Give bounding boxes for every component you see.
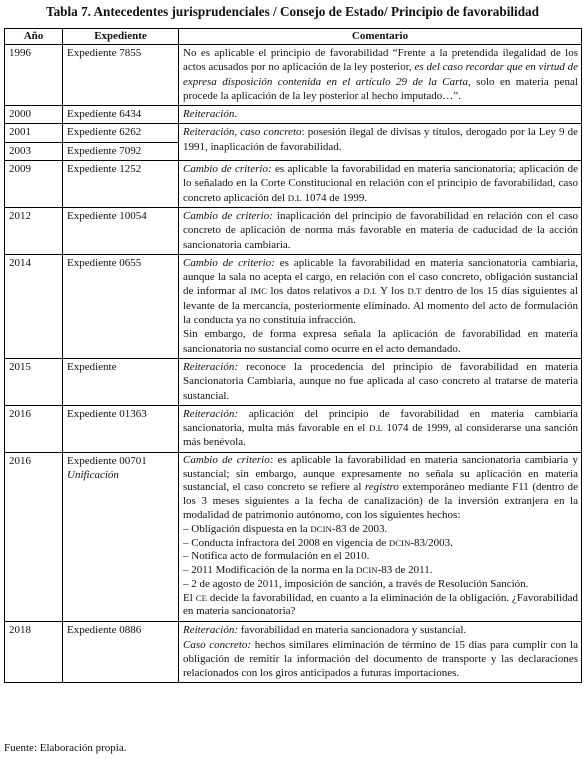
- source-note: Fuente: Elaboración propia.: [4, 742, 127, 754]
- row-year: 2012: [5, 207, 63, 254]
- table-row: [5, 358, 582, 405]
- row-year: 2014: [5, 254, 63, 358]
- row-comment: Cambio de criterio: es aplicable la favorabilidad en materia sancionatoria cambiaria y sustancial; sin embargo, aunque expresamente no señala su aplicación en materia sustancial, el caso concreto se refiere al registro extemporáneo mediante F11 (dentro de los 3 meses siguientes a la fecha de canalización) de la inversión extranjera en la modalidad de patrimonio autónomo, con los siguientes hechos: – Obligación dispuesta en la DCIN-83 de 2003. – Conducta infractora del 2008 en vigencia de DCIN-83/2003. – Notifica acto de formulación en el 2010. – 2011 Modificación de la norma en la DCIN-83 de 2011. – 2 de agosto de 2011, imposición de sanción, a través de Resolución Sanción. El CE decide la favorabilidad, en cuanto a la eliminación de la obligación. ¿Favorabilidad en materia sancionatoria?: [179, 452, 582, 622]
- row-year: 2018: [5, 622, 63, 683]
- row-expediente: Expediente 7855: [63, 45, 179, 106]
- row-year: 2015: [5, 358, 63, 405]
- row-year: 2000: [5, 106, 63, 124]
- row-expediente: Expediente 10054: [63, 207, 179, 254]
- row-year: 2009: [5, 161, 63, 208]
- table-row: [5, 161, 582, 208]
- row-expediente: Expediente 1252: [63, 161, 179, 208]
- header-year: Año: [5, 29, 63, 45]
- row-comment: Reiteración.: [179, 106, 582, 124]
- row-year: 2001: [5, 124, 63, 142]
- row-expediente: Expediente 6262: [63, 124, 179, 142]
- table-row: [5, 405, 582, 452]
- table-row: [5, 254, 582, 358]
- jurisprudence-table: [4, 28, 582, 683]
- table-header-row: [5, 29, 582, 45]
- row-expediente: Expediente 0655: [63, 254, 179, 358]
- row-year: 2016: [5, 452, 63, 622]
- row-expediente: Expediente 0886: [63, 622, 179, 683]
- row-expediente: Expediente 00701 Unificación: [63, 452, 179, 622]
- row-comment: Reiteración: favorabilidad en materia sancionadora y sustancial. Caso concreto: hechos similares eliminación de término de 15 días para cumplir con la obligación de remitir la información del documento de transporte y las declaraciones relacionados con los giros anticipados a futuras importaciones.: [179, 622, 582, 683]
- table-row: [5, 622, 582, 683]
- row-expediente: Expediente 6434: [63, 106, 179, 124]
- table-row: [5, 106, 582, 124]
- table-row: [5, 452, 582, 622]
- row-comment: Reiteración: aplicación del principio de favorabilidad en materia cambiaria sancionatoria, multa más favorable en el D.L 1074 de 1999, al considerarse una sanción más benévola.: [179, 405, 582, 452]
- table-row: [5, 124, 582, 142]
- row-expediente: Expediente: [63, 358, 179, 405]
- row-comment: Cambio de criterio: es aplicable la favorabilidad en materia sancionatoria cambiaria, aunque la sala no acepta el cargo, en relación con el caso concreto, obligación sustancial de informar al IMC los datos relativos a D.I. Y los D.T dentro de los 15 días siguientes al levante de la mercancía, posteriormente eliminado. Al momento del acto de formulación la conducta ya no constituía infracción. Sin embargo, de forma expresa señala la aplicación de favorabilidad en materia sancionatoria no sustancial como ocurre en el acto demandado.: [179, 254, 582, 358]
- row-comment: No es aplicable el principio de favorabilidad “Frente a la pretendida ilegalidad de los actos acusados por no aplicación de la ley posterior, es del caso recordar que en virtud de expresa disposición contenida en el artículo 29 de la Carta, solo en materia penal procede la aplicación de la ley posterior al hecho imputado…”.: [179, 45, 582, 106]
- row-comment: Cambio de criterio: inaplicación del principio de favorabilidad en relación con el caso concreto de aplicación de norma más favorable en materia de caducidad de la acción sancionatoria cambiaria.: [179, 207, 582, 254]
- table-title: Tabla 7. Antecedentes jurisprudenciales / Consejo de Estado/ Principio de favorabilidad: [46, 4, 539, 19]
- table-row: [5, 207, 582, 254]
- row-expediente: Expediente 7092: [63, 142, 179, 160]
- row-expediente: Expediente 01363: [63, 405, 179, 452]
- header-expediente: Expediente: [63, 29, 179, 45]
- row-year: 2016: [5, 405, 63, 452]
- row-comment: Cambio de criterio: es aplicable la favorabilidad en materia sancionatoria; aplicación de lo señalado en la Corte Constitucional en relación con el principio de favorabilidad, caso concreto aplicación del D.L 1074 de 1999.: [179, 161, 582, 208]
- row-comment: Reiteración: reconoce la procedencia del principio de favorabilidad en materia Sancionatoria Cambiaria, aunque no fue aplicada al caso concreto al tratarse de materia sustancial.: [179, 358, 582, 405]
- row-comment: Reiteración, caso concreto: posesión ilegal de divisas y títulos, derogado por la Ley 9 de 1991, inaplicación de favorabilidad.: [179, 124, 582, 161]
- row-year: 2003: [5, 142, 63, 160]
- table-row: [5, 45, 582, 106]
- row-year: 1996: [5, 45, 63, 106]
- header-comentario: Comentario: [179, 29, 582, 45]
